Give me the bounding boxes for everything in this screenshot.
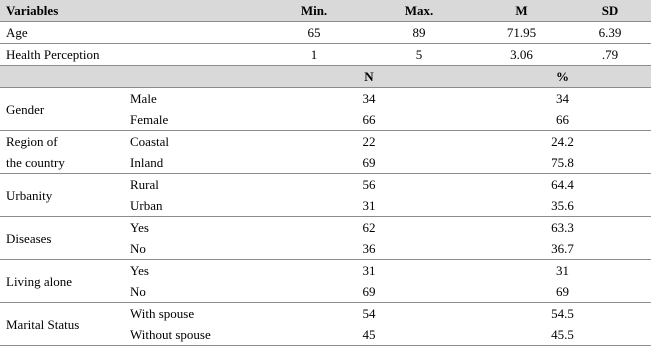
cell-min: 65 [264, 22, 364, 44]
group-label-line2: the country [6, 155, 65, 170]
cell-n: 22 [264, 131, 474, 153]
row-sublabel: Female [130, 112, 169, 127]
cell-n: 69 [362, 155, 376, 170]
cell-n: 62 [264, 217, 474, 239]
cell-n: 45 [264, 324, 474, 346]
table-row-health-perception [0, 44, 651, 66]
group-label-marital-status: Marital Status [0, 303, 124, 346]
header-row [0, 0, 651, 22]
row-sublabel: Yes [124, 260, 264, 282]
row-sublabel: Yes [124, 217, 264, 239]
cell-n: 31 [264, 260, 474, 282]
subheader-pct: % [474, 66, 651, 88]
cell-n: 69 [362, 284, 376, 299]
cell-pct: 66 [556, 112, 569, 127]
cell-pct: 54.5 [474, 303, 651, 325]
row-sublabel: No [130, 241, 146, 256]
cell-pct: 24.2 [474, 131, 651, 153]
subheader-n: N [264, 66, 474, 88]
header-min: Min. [264, 0, 364, 22]
cell-n: 56 [264, 174, 474, 196]
cell-m: 71.95 [474, 22, 569, 44]
row-sublabel: Urban [130, 198, 163, 213]
cell-pct: 31 [474, 260, 651, 282]
cell-pct: 63.3 [474, 217, 651, 239]
cell-pct: 36.7 [551, 241, 574, 256]
cell-n: 34 [264, 88, 474, 110]
table-row [0, 131, 651, 153]
cell-min: 1 [264, 44, 364, 66]
subheader-row [0, 66, 651, 88]
cell-n: 54 [264, 303, 474, 325]
row-sublabel: Without spouse [124, 324, 264, 346]
table-row-age [0, 22, 651, 44]
table-row [0, 88, 651, 110]
row-sublabel: Rural [124, 174, 264, 196]
group-label-living-alone: Living alone [0, 260, 124, 303]
cell-max: 89 [364, 22, 474, 44]
cell-pct: 45.5 [474, 324, 651, 346]
table-row [0, 260, 651, 282]
cell-n: 66 [362, 112, 376, 127]
table-row [0, 303, 651, 325]
table-row [0, 217, 651, 239]
row-label: Age [0, 22, 264, 44]
header-m: M [474, 0, 569, 22]
cell-m: 3.06 [474, 44, 569, 66]
cell-max: 5 [364, 44, 474, 66]
header-sd: SD [569, 0, 651, 22]
group-label-line1: Region of [6, 134, 58, 149]
header-variables: Variables [0, 0, 264, 22]
cell-sd: .79 [569, 44, 651, 66]
row-sublabel: Inland [130, 155, 164, 170]
row-label: Health Perception [0, 44, 264, 66]
row-sublabel: Male [124, 88, 264, 110]
table-row [0, 174, 651, 196]
row-sublabel: No [130, 284, 146, 299]
group-label-region [0, 131, 124, 174]
group-label-urbanity: Urbanity [0, 174, 124, 217]
group-label-gender: Gender [0, 88, 124, 131]
cell-sd: 6.39 [569, 22, 651, 44]
cell-pct: 35.6 [551, 198, 574, 213]
cell-pct: 34 [474, 88, 651, 110]
cell-n: 36 [362, 241, 376, 256]
header-max: Max. [364, 0, 474, 22]
row-sublabel: Coastal [124, 131, 264, 153]
cell-pct: 75.8 [551, 155, 574, 170]
row-sublabel: With spouse [124, 303, 264, 325]
cell-n: 31 [362, 198, 376, 213]
group-label-diseases: Diseases [0, 217, 124, 260]
cell-pct: 69 [556, 284, 569, 299]
cell-pct: 64.4 [474, 174, 651, 196]
